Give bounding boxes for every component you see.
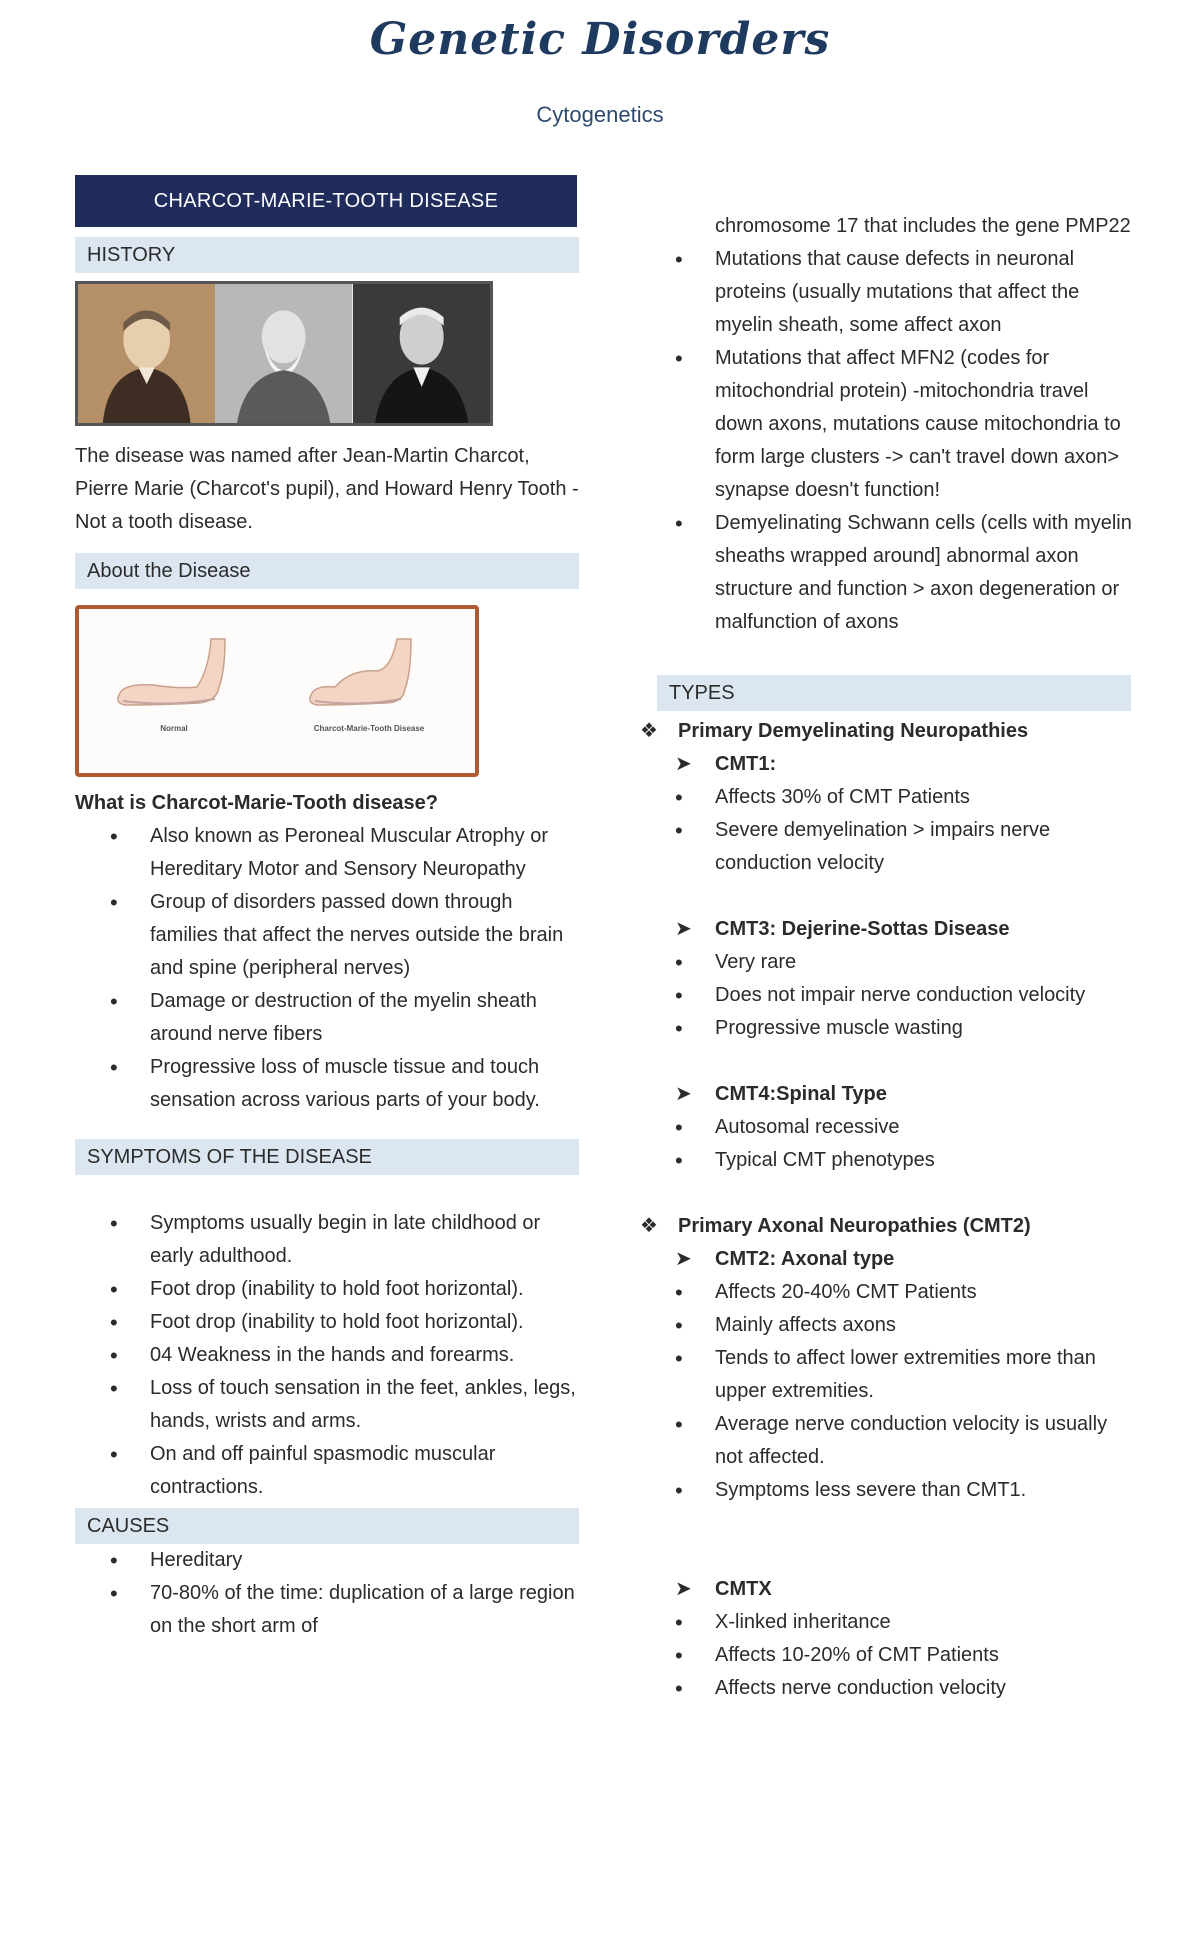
types-heading: TYPES bbox=[657, 675, 1131, 711]
about-question: What is Charcot-Marie-Tooth disease? bbox=[75, 792, 439, 814]
cmt1-bullets bbox=[640, 781, 1140, 880]
list-item: • Symptoms less severe than CMT1. bbox=[640, 1474, 1140, 1507]
arrow-icon: ➤ bbox=[675, 918, 692, 940]
list-item: • Severe demyelination > impairs nerve conduction velocity bbox=[640, 814, 1140, 880]
right-column bbox=[640, 210, 1140, 1705]
arrow-icon: ➤ bbox=[675, 1578, 692, 1600]
list-item: • X-linked inheritance bbox=[640, 1606, 1140, 1639]
arrow-icon: ➤ bbox=[675, 1083, 692, 1105]
portrait-charcot bbox=[78, 284, 215, 423]
list-item: • Affects 20-40% CMT Patients bbox=[640, 1276, 1140, 1309]
causes-bullets bbox=[75, 1544, 585, 1643]
list-item: • 04 Weakness in the hands and forearms. bbox=[75, 1339, 585, 1372]
list-item: • On and off painful spasmodic muscular contractions. bbox=[75, 1438, 585, 1504]
subtype-title: CMT2: Axonal type bbox=[715, 1248, 895, 1270]
normal-foot bbox=[118, 639, 225, 705]
list-item: • 70-80% of the time: duplication of a large region on the short arm of bbox=[75, 1577, 585, 1643]
symptoms-heading: SYMPTOMS OF THE DISEASE bbox=[75, 1139, 579, 1175]
cmt3-bullets bbox=[640, 946, 1140, 1045]
list-item: • Mutations that cause defects in neuronal proteins (usually mutations that affect the myelin sheath, some affect axon bbox=[640, 243, 1140, 342]
portrait-tooth bbox=[353, 284, 490, 423]
subtype-cmt2 bbox=[640, 1243, 1140, 1276]
list-item: • Affects 10-20% of CMT Patients bbox=[640, 1639, 1140, 1672]
group-axonal bbox=[640, 1210, 1140, 1243]
subtype-cmtx bbox=[640, 1573, 1140, 1606]
portrait-marie bbox=[215, 284, 352, 423]
history-text: The disease was named after Jean-Martin Charcot, Pierre Marie (Charcot's pupil), and Howard Henry Tooth - Not a tooth disease. bbox=[75, 445, 579, 533]
list-item: • Hereditary bbox=[75, 1544, 585, 1577]
history-heading: HISTORY bbox=[75, 237, 579, 273]
disease-banner: CHARCOT-MARIE-TOOTH DISEASE bbox=[75, 175, 577, 227]
list-item: • Foot drop (inability to hold foot horizontal). bbox=[75, 1306, 585, 1339]
subtype-title: CMT4:Spinal Type bbox=[715, 1083, 887, 1105]
cmt4-bullets bbox=[640, 1111, 1140, 1177]
arrow-icon: ➤ bbox=[675, 753, 692, 775]
causes-heading: CAUSES bbox=[75, 1508, 579, 1544]
list-item: • Demyelinating Schwann cells (cells with myelin sheaths wrapped around] abnormal axon structure and function > axon degeneration or malfunction of axons bbox=[640, 507, 1140, 639]
cmtx-bullets bbox=[640, 1606, 1140, 1705]
subtype-cmt1 bbox=[640, 748, 1140, 781]
subtype-title: CMT1: bbox=[715, 753, 777, 775]
list-item: • Progressive muscle wasting bbox=[640, 1012, 1140, 1045]
symptoms-bullets bbox=[75, 1207, 585, 1504]
list-item: • Autosomal recessive bbox=[640, 1111, 1140, 1144]
list-item: • Group of disorders passed down through families that affect the nerves outside the brain and spine (peripheral nerves) bbox=[75, 886, 585, 985]
list-item: • Symptoms usually begin in late childhood or early adulthood. bbox=[75, 1207, 585, 1273]
foot-comparison-image bbox=[75, 605, 479, 777]
list-item: • Typical CMT phenotypes bbox=[640, 1144, 1140, 1177]
list-item: • Foot drop (inability to hold foot horizontal). bbox=[75, 1273, 585, 1306]
list-item: • Affects nerve conduction velocity bbox=[640, 1672, 1140, 1705]
subtype-title: CMT3: Dejerine-Sottas Disease bbox=[715, 918, 1010, 940]
page-subtitle: Cytogenetics bbox=[536, 102, 664, 127]
causes-continued-text: chromosome 17 that includes the gene PMP22 bbox=[715, 215, 1131, 237]
group-title: Primary Axonal Neuropathies (CMT2) bbox=[678, 1215, 1031, 1237]
subtype-cmt3 bbox=[640, 913, 1140, 946]
group-demyelinating bbox=[640, 715, 1140, 748]
list-item: • Average nerve conduction velocity is usually not affected. bbox=[640, 1408, 1140, 1474]
subtype-title: CMTX bbox=[715, 1578, 772, 1600]
list-item: • Loss of touch sensation in the feet, ankles, legs, hands, wrists and arms. bbox=[75, 1372, 585, 1438]
diamond-star-icon: ❖ bbox=[640, 720, 658, 742]
about-bullets bbox=[75, 820, 585, 1117]
list-item: • Damage or destruction of the myelin sheath around nerve fibers bbox=[75, 985, 585, 1051]
list-item: • Very rare bbox=[640, 946, 1140, 979]
founders-photo bbox=[75, 281, 493, 426]
group-title: Primary Demyelinating Neuropathies bbox=[678, 720, 1029, 742]
cmt-foot bbox=[310, 639, 411, 705]
page-title: Genetic Disorders bbox=[369, 14, 831, 65]
list-item: • Progressive loss of muscle tissue and touch sensation across various parts of your body. bbox=[75, 1051, 585, 1117]
about-heading: About the Disease bbox=[75, 553, 579, 589]
list-item: • Affects 30% of CMT Patients bbox=[640, 781, 1140, 814]
subtype-cmt4 bbox=[640, 1078, 1140, 1111]
cmt2-bullets bbox=[640, 1276, 1140, 1507]
normal-label: Normal bbox=[160, 724, 188, 733]
list-item: • Mainly affects axons bbox=[640, 1309, 1140, 1342]
arrow-icon: ➤ bbox=[675, 1248, 692, 1270]
left-column bbox=[75, 175, 585, 1643]
list-item: • Tends to affect lower extremities more than upper extremities. bbox=[640, 1342, 1140, 1408]
diamond-star-icon: ❖ bbox=[640, 1215, 658, 1237]
list-item: • Mutations that affect MFN2 (codes for mitochondrial protein) -mitochondria travel down axons, mutations cause mitochondria to form large clusters -> can't travel down axon> synapse doesn't function! bbox=[640, 342, 1140, 507]
list-item: • Also known as Peroneal Muscular Atrophy or Hereditary Motor and Sensory Neuropathy bbox=[75, 820, 585, 886]
list-item: • Does not impair nerve conduction velocity bbox=[640, 979, 1140, 1012]
causes-continued-bullets bbox=[640, 243, 1140, 639]
cmt-label: Charcot-Marie-Tooth Disease bbox=[313, 724, 425, 733]
